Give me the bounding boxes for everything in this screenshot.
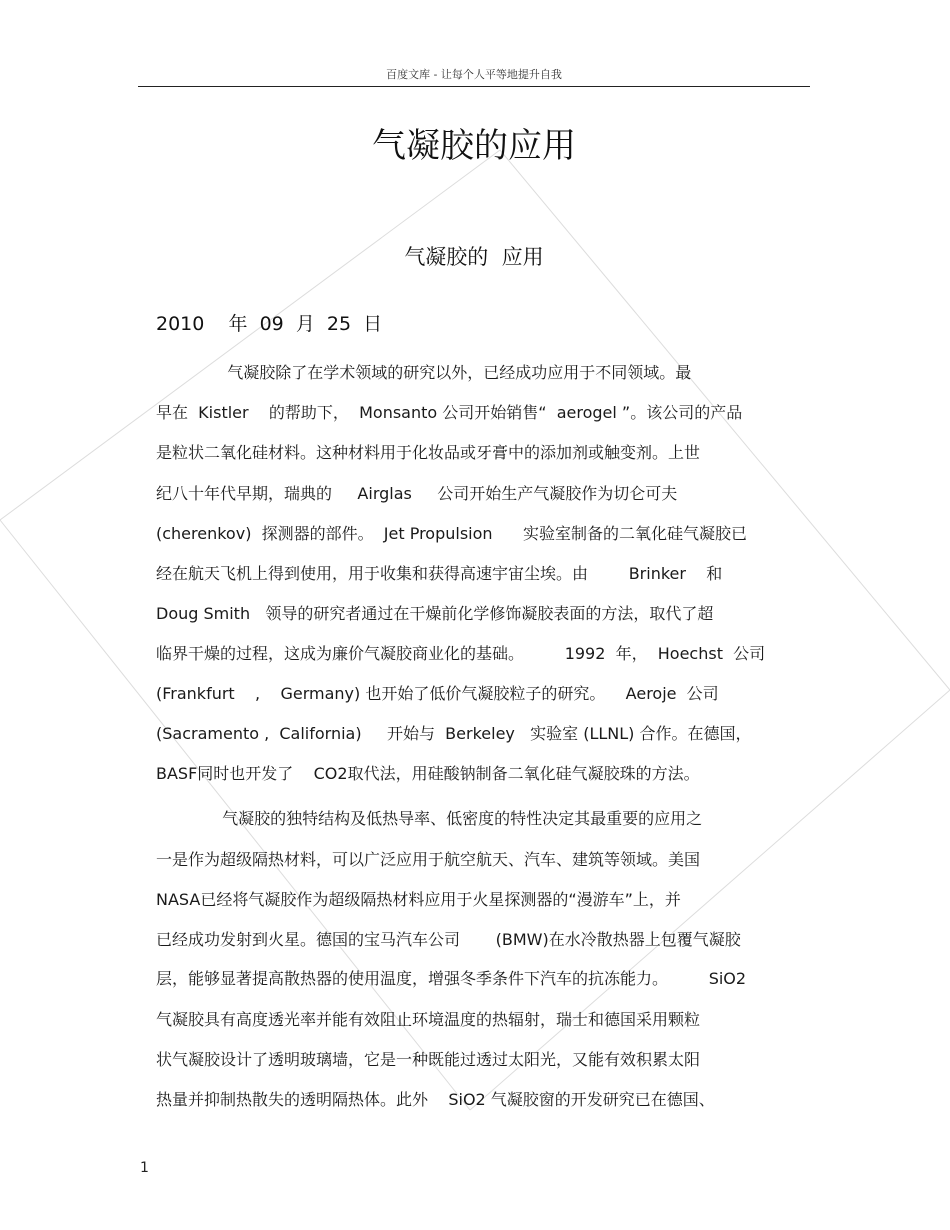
document-date: 2010 年 09 月 25 日	[156, 313, 383, 335]
text-line: 经在航天飞机上得到使用，用于收集和获得高速宇宙尘埃。由 Brinker 和	[156, 564, 723, 583]
text-line: 临界干燥的过程，这成为廉价气凝胶商业化的基础。 1992 年， Hoechst 公司	[156, 644, 766, 663]
header-divider	[138, 86, 810, 87]
text-line: 早在 Kistler 的帮助下， Monsanto 公司开始销售“ aerogel ”。该公司的产品	[156, 403, 743, 422]
text-line: 层，能够显著提高散热器的使用温度，增强冬季条件下汽车的抗冻能力。 SiO2	[156, 969, 747, 988]
text-line: 是粒状二氧化硅材料。这种材料用于化妆品或牙膏中的添加剂或触变剂。上世	[156, 443, 701, 462]
text-line: 热量并抑制热散失的透明隔热体。此外 SiO2 气凝胶窗的开发研究已在德国、	[156, 1090, 715, 1109]
document-title: 气凝胶的应用	[372, 126, 576, 166]
text-line: 气凝胶的独特结构及低热导率、低密度的特性决定其最重要的应用之	[156, 809, 703, 828]
text-line: BASF同时也开发了 CO2取代法，用硅酸钠制备二氧化硅气凝胶珠的方法。	[156, 764, 700, 783]
text-line: 气凝胶除了在学术领域的研究以外，已经成功应用于不同领域。最	[156, 363, 692, 382]
text-line: NASA已经将气凝胶作为超级隔热材料应用于火星探测器的“漫游车”上，并	[156, 890, 681, 909]
text-line: 气凝胶具有高度透光率并能有效阻止环境温度的热辐射，瑞士和德国采用颗粒	[156, 1010, 701, 1029]
text-line: 已经成功发射到火星。德国的宝马汽车公司 (BMW)在水冷散热器上包覆气凝胶	[156, 930, 741, 949]
text-line: (Sacramento , California) 开始与 Berkeley 实验室 (LLNL) 合作。在德国，	[156, 724, 752, 743]
page-header: 百度文库 - 让每个人平等地提升自我	[386, 68, 562, 81]
text-line: 状气凝胶设计了透明玻璃墙，它是一种既能过透过太阳光，又能有效积累太阳	[156, 1050, 701, 1069]
document-subtitle: 气凝胶的 应用	[404, 245, 544, 269]
text-line: (cherenkov) 探测器的部件。 Jet Propulsion 实验室制备的二氧化硅气凝胶已	[156, 524, 748, 543]
page-number: 1	[140, 1160, 149, 1176]
text-line: 纪八十年代早期，瑞典的 Airglas 公司开始生产气凝胶作为切仑可夫	[156, 484, 678, 503]
text-line: (Frankfurt , Germany) 也开始了低价气凝胶粒子的研究。 Aeroje 公司	[156, 684, 719, 703]
text-line: Doug Smith 领导的研究者通过在干燥前化学修饰凝胶表面的方法，取代了超	[156, 604, 714, 623]
text-line: 一是作为超级隔热材料，可以广泛应用于航空航天、汽车、建筑等领域。美国	[156, 850, 701, 869]
